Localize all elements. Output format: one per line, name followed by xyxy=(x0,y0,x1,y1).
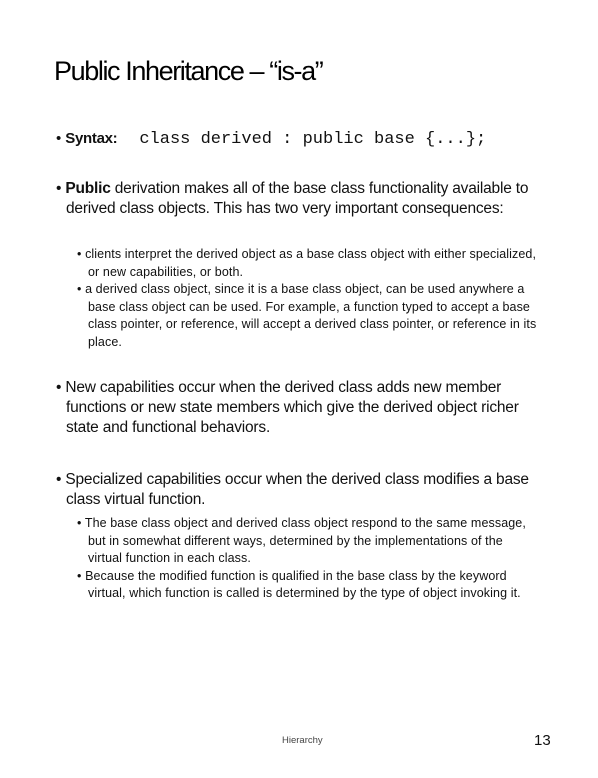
syntax-code: class derived : public base {...}; xyxy=(139,130,487,149)
bullet-icon: • xyxy=(56,130,62,147)
sub-bullet xyxy=(77,568,539,603)
consequence-text: a derived class object, since it is a base class object, can be used anywhere a base class object can be used. For example, a function typed to accept a base class pointer, or reference, will accept a derived class pointer, or reference in its place. xyxy=(85,282,537,349)
bullet-icon: • xyxy=(77,516,82,530)
bullet-specialized-capabilities xyxy=(56,470,542,510)
consequence-text: clients interpret the derived object as a base class object with either specialized, or new capabilities, or both. xyxy=(85,247,537,279)
bullet-icon: • xyxy=(56,471,62,488)
bullet-icon: • xyxy=(77,282,82,296)
bullet-icon: • xyxy=(77,568,82,583)
bullet-new-capabilities xyxy=(56,378,542,438)
syntax-line xyxy=(56,130,486,149)
detail-text: Because the modified function is qualified in the base class by the keyword virtual, which function is called is determined by the type of object invoking it. xyxy=(85,568,521,600)
bullet-icon: • xyxy=(77,247,82,261)
sub-bullet xyxy=(77,246,539,281)
new-capabilities-text: New capabilities occur when the derived class adds new member functions or new state members which give the derived object richer state and functional behaviors. xyxy=(65,379,519,436)
bullet-icon: • xyxy=(56,180,62,197)
syntax-label: Syntax: xyxy=(65,130,118,147)
public-derivation-consequences xyxy=(77,246,539,351)
footer-label: Hierarchy xyxy=(282,735,323,746)
slide-title: Public Inheritance – “is-a” xyxy=(54,56,323,86)
bullet-public-derivation xyxy=(56,179,542,219)
sub-bullet xyxy=(77,281,539,351)
sub-bullet xyxy=(77,515,539,568)
specialized-capabilities-text: Specialized capabilities occur when the derived class modifies a base class virtual function. xyxy=(65,471,529,508)
page-number: 13 xyxy=(534,732,551,749)
detail-text: The base class object and derived class object respond to the same message, but in somewhat different ways, determined by the implementations of the virtual function in each class. xyxy=(84,516,526,565)
public-derivation-text: derivation makes all of the base class functionality available to derived class objects. This has two very important consequences: xyxy=(66,180,529,217)
specialized-capabilities-details xyxy=(77,515,539,603)
bullet-icon: • xyxy=(56,379,62,396)
public-keyword: Public xyxy=(65,180,111,197)
